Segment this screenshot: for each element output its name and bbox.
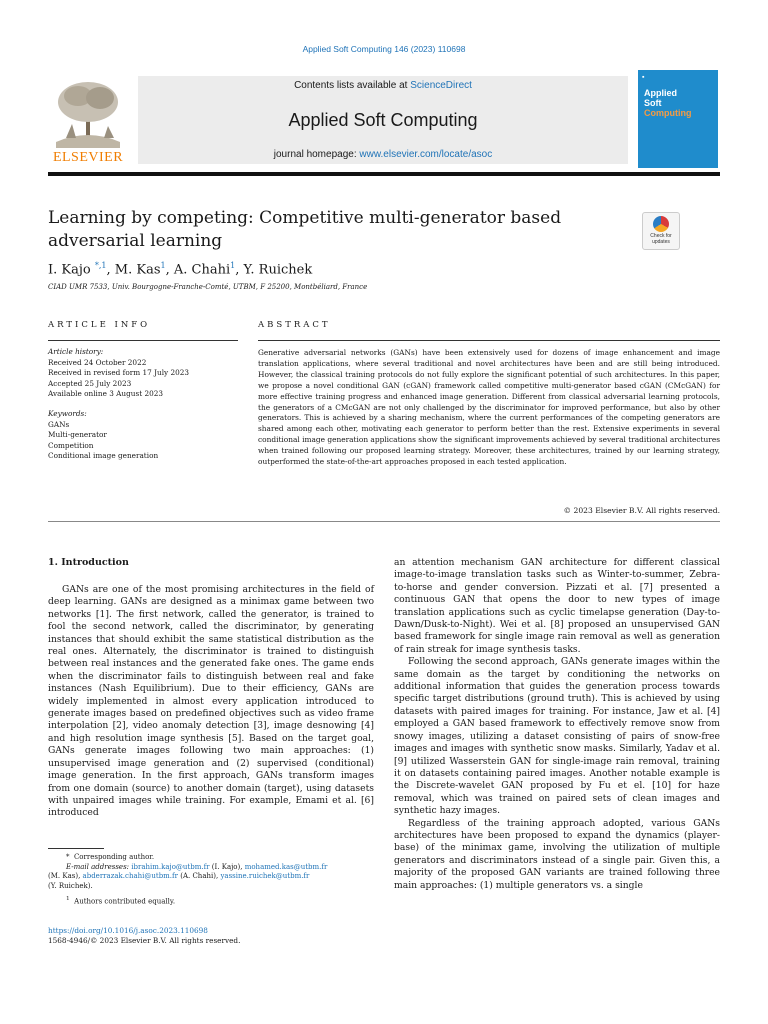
body-paragraph: an attention mechanism GAN architecture for different classical image-to-image translation tasks such as Winter-to-summer, Zebra-to-horse and gender conversion. Pizzati et al. [7] presented a continuous GAN that opens the door to new types of image translation applications such as cyclic timelapse generation (Day-to-Dawn/Dusk-to-Night). Wei et al. [8] proposed an unsupervised GAN based framework for single image rain removal as well as generation of rain streak for image synthesis tasks. bbox=[394, 557, 720, 655]
author-affiliation: CIAD UMR 7533, Univ. Bourgogne-Franche-Comté, UTBM, F 25200, Montbéliard, France bbox=[48, 283, 368, 291]
homepage-line bbox=[138, 149, 628, 160]
abstract-copyright: © 2023 Elsevier B.V. All rights reserved. bbox=[563, 506, 720, 515]
abstract-text: Generative adversarial networks (GANs) have been extensively used for dozens of image enhancement and image translation applications, where several traditional and novel architectures have been and are still being introduced. However, the classical training protocols do not fully explore the significant potential of such architectures. In this paper, we propose a novel conditional GAN (cGAN) framework called competitive multi-generator based cGAN (CMcGAN) for more effective training progress and enhanced image generation. Different from classical adversarial learning protocols, the generators of a CMcGAN are not only challenged by the discriminator for improved performance, but also by other generators. This is achieved by a sharing mechanism, where the current performances of the competing generators are shared among each other, motivating each generator to perform better than the rest. Extensive experiments in several conditional image generation applications show the significant improvements achieved by several traditional architectures when trained following our proposed learning strategy. Moreover, these architectures, trained by our learning strategy, outperformed the state-of-the-art approaches proposed in each tested application. bbox=[258, 348, 720, 467]
keyword-item: Competition bbox=[48, 440, 94, 450]
abstract-bottom-divider bbox=[48, 521, 720, 522]
email-owner: (M. Kas), bbox=[48, 872, 81, 881]
email-link[interactable]: yassine.ruichek@utbm.fr bbox=[220, 872, 310, 881]
email-owner: (I. Kajo), bbox=[211, 862, 243, 871]
cover-title-line-1: Applied bbox=[644, 88, 677, 98]
contents-prefix: Contents lists available at bbox=[294, 80, 411, 91]
email-owner: (A. Chahi), bbox=[180, 872, 219, 881]
author-list: I. Kajo $^{*,1}$, M. Kas$^1$, A. Chahi$^1$, Y. Ruichek bbox=[48, 261, 313, 278]
equal-contribution-note: Authors contributed equally. bbox=[74, 897, 176, 906]
paper-title: Learning by competing: Competitive multi-generator based adversarial learning bbox=[48, 208, 562, 251]
header-divider bbox=[48, 172, 720, 176]
introduction-heading: 1. Introduction bbox=[48, 557, 129, 568]
footnote-emails-cont bbox=[48, 872, 378, 882]
history-item: Received in revised form 17 July 2023 bbox=[48, 368, 190, 378]
article-info-heading: ARTICLE INFO bbox=[48, 320, 151, 330]
sciencedirect-link[interactable]: ScienceDirect bbox=[410, 80, 472, 91]
journal-homepage-link[interactable]: www.elsevier.com/locate/asoc bbox=[359, 149, 493, 160]
right-column-body bbox=[394, 557, 720, 892]
cover-title bbox=[644, 88, 692, 118]
author-affiliation-marker[interactable]: 1 bbox=[230, 261, 236, 270]
check-updates-icon bbox=[653, 216, 669, 232]
body-paragraph: Following the second approach, GANs generate images within the same domain as the target by conditioning the networks on additional information that guides the generation process towards specific target distributions (ground truth). This is achieved by using datasets with paired images for training. For instance, Jaw et al. [4] employed a GAN based framework to effectively remove snow from snowy images, utilizing a dataset consisting of pairs of snow-free images and images with synthetic snow masks. Similarly, Yadav et al. [9] utilized Wasserstein GAN for single-image rain removal, training it on datasets containing paired images. Another notable example is the Discrete-wavelet GAN proposed by Fu et el. [10] for haze removal, which was trained on paired sets of clean images and synthetic hazy images. bbox=[394, 656, 720, 817]
article-identifiers bbox=[48, 926, 240, 946]
email-owner: (Y. Ruichek). bbox=[48, 881, 93, 890]
keyword-item: GANs bbox=[48, 419, 70, 429]
journal-title: Applied Soft Computing bbox=[288, 110, 478, 130]
check-updates-label: Check for updates bbox=[650, 233, 672, 245]
article-info-divider bbox=[48, 340, 238, 341]
journal-header-box bbox=[138, 76, 628, 164]
contents-line bbox=[138, 80, 628, 91]
check-for-updates-button[interactable] bbox=[642, 212, 680, 250]
body-paragraph: Regardless of the training approach adopted, various GANs architectures have been proposed to expand the dynamics (player-base) of the minimax game, involving the utilization of multiple generators and discriminators instead of a single pair. Given this, a majority of the proposed GAN variants are trained following three main approaches: (1) multiple generators vs. a single bbox=[394, 817, 720, 891]
author-name: A. Chahi bbox=[173, 262, 231, 278]
footnote-divider bbox=[48, 848, 104, 849]
corresponding-author-note: Corresponding author. bbox=[73, 853, 155, 861]
author-name: M. Kas bbox=[114, 262, 161, 278]
abstract-heading: ABSTRACT bbox=[258, 320, 331, 330]
email-link[interactable]: abderrazak.chahi@utbm.fr bbox=[82, 872, 178, 881]
doi-link[interactable]: https://doi.org/10.1016/j.asoc.2023.110698 bbox=[48, 926, 208, 935]
body-paragraph: GANs are one of the most promising architectures in the field of deep learning. GANs are designed as a minimax game between two networks [1]. The first network, called the generator, is trained to fool the second network, called the discriminator, by generating instances that should exhibit the same statistical distribution as the real ones. Alternately, the discriminator is trained to distinguish between real instances and the generated fake ones. The game ends when the discriminator fails to distinguish between real and fake instances (Nash Equilibrium). Due to their efficiency, GANs are widely implemented in almost every application introduced to generate images based on predefined objectives such as video frame interpolation [2], video anomaly detection [3], image desnowing [4] and high resolution image synthesis [5]. Based on the target goal, GANs generate images following two main approaches: (1) unsupervised image generation and (2) supervised (conditional) image generation. In the first approach, GANs transform images from one domain (source) to another domain (target), using datasets with unpaired images while training. For example, Emami et al. [6] introduced bbox=[48, 584, 374, 819]
journal-masthead bbox=[48, 70, 720, 168]
journal-cover-image bbox=[638, 70, 718, 168]
email-label: E-mail addresses: bbox=[66, 862, 130, 871]
history-label: Article history: bbox=[48, 347, 104, 356]
footnote-corresponding: * Corresponding author. bbox=[66, 853, 155, 861]
author-name: I. Kajo bbox=[48, 262, 91, 278]
left-column-body bbox=[48, 584, 374, 820]
homepage-prefix: journal homepage: bbox=[273, 149, 360, 160]
author-affiliation-marker[interactable]: *,1 bbox=[94, 261, 107, 270]
email-link[interactable]: ibrahim.kajo@utbm.fr bbox=[131, 862, 210, 871]
keyword-item: Multi-generator bbox=[48, 430, 107, 440]
history-item: Accepted 25 July 2023 bbox=[48, 378, 132, 388]
keyword-item: Conditional image generation bbox=[48, 451, 159, 461]
footnote-emails bbox=[48, 863, 378, 873]
issn-line: 1568-4946/© 2023 Elsevier B.V. All rights reserved. bbox=[48, 936, 241, 945]
article-info-panel bbox=[48, 347, 238, 462]
cover-logo-icon: ▪ bbox=[642, 74, 645, 81]
cover-title-line-3: Computing bbox=[644, 108, 692, 118]
author-affiliation-marker[interactable]: 1 bbox=[160, 261, 166, 270]
email-link[interactable]: mohamed.kas@utbm.fr bbox=[244, 862, 328, 871]
history-item: Received 24 October 2022 bbox=[48, 357, 147, 367]
footnote-equal-contribution: $^1$ Authors contributed equally. bbox=[66, 896, 176, 906]
keywords-label: Keywords: bbox=[48, 408, 87, 418]
history-item: Available online 3 August 2023 bbox=[48, 389, 164, 399]
cover-title-line-2: Soft bbox=[644, 98, 662, 108]
author-name: Y. Ruichek bbox=[243, 262, 313, 278]
publisher-logo-text: ELSEVIER bbox=[52, 150, 124, 165]
journal-reference-link[interactable]: Applied Soft Computing 146 (2023) 110698 bbox=[302, 44, 466, 54]
abstract-divider bbox=[258, 340, 720, 341]
footnotes bbox=[48, 853, 378, 907]
